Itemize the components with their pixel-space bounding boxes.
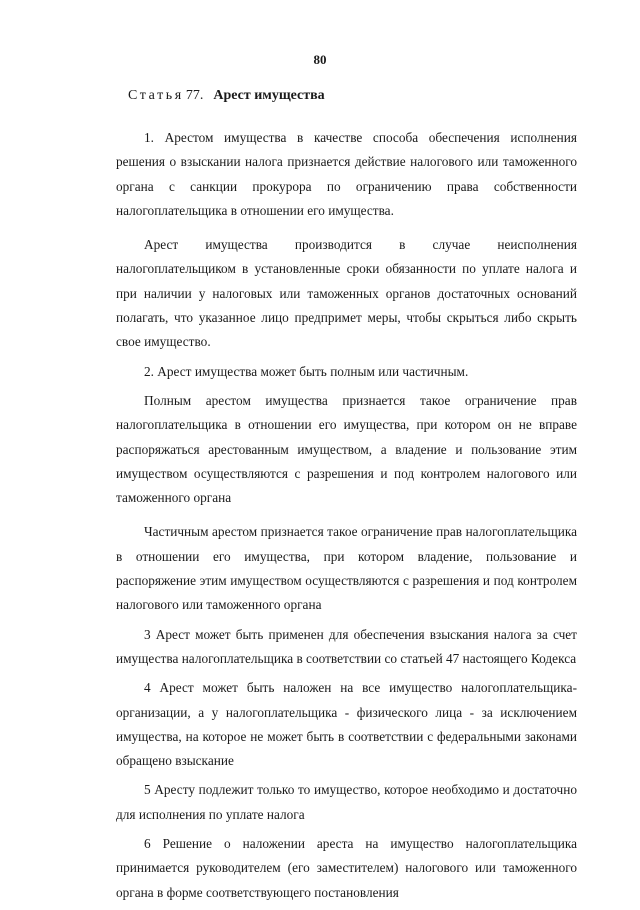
paragraph-6: 3 Арест может быть применен для обеспечения взыскания налога за счет имущества налогоплательщика в соответствии со статьей 47 настоящего Кодекса <box>116 626 577 666</box>
paragraph-8: 5 Аресту подлежит только то имущество, которое необходимо и достаточно для исполнения по уплате налога <box>116 782 577 822</box>
paragraph-3: 2. Арест имущества может быть полным или частичным. <box>144 363 469 379</box>
article-body <box>116 126 577 910</box>
paragraph-5: Частичным арестом признается такое ограничение прав налогоплательщика в отношении его имущества, при котором владение, пользование и распоряжение этим имуществом осуществляются с разрешения и под контролем налогового или таможенного органа <box>116 524 577 613</box>
paragraph-1: 1. Арестом имущества в качестве способа обеспечения исполнения решения о взыскании налога признается действие налогового или таможенного органа с санкции прокурора по ограничению права собственности налогоплательщика в отношении его имущества. <box>116 130 577 218</box>
article-label: Статья <box>128 88 184 103</box>
paragraph-4: Полным арестом имущества признается такое ограничение прав налогоплательщика в отношении его имущества, при котором он не вправе распоряжаться арестованным имуществом, а владение и пользование этим имуществом осуществляются с разрешения и под контролем налогового или таможенного органа <box>116 392 577 506</box>
article-heading <box>128 88 325 104</box>
page-number: 80 <box>313 52 327 67</box>
article-title: Арест имущества <box>213 88 325 103</box>
paragraph-9: 6 Решение о наложении ареста на имущество налогоплательщика принимается руководителем (его заместителем) налогового или таможенного органа в форме соответствующего постановления <box>116 836 577 900</box>
paragraph-7: 4 Арест может быть наложен на все имущество налогоплательщика-организации, а у налогоплательщика - физического лица - за исключением имущества, на которое не может быть в соответствии с федеральными законами обращено взыскание <box>116 680 577 769</box>
article-number: 77. <box>185 88 204 103</box>
paragraph-2: Арест имущества производится в случае неисполнения налогоплательщиком в установленные сроки обязанности по уплате налога и при наличии у налоговых или таможенных органов достаточных оснований полагать, что указанное лицо предпримет меры, чтобы скрыться либо скрыть свое имущество. <box>116 237 577 350</box>
